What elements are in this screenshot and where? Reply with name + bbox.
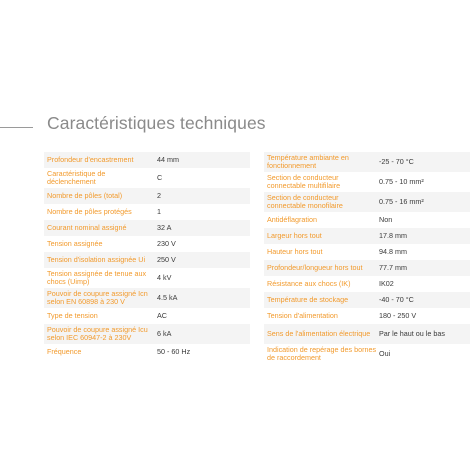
spec-row [264, 212, 470, 228]
spec-row [44, 288, 250, 308]
spec-label: Tension assignée de tenue aux chocs (Uimp) [47, 268, 147, 286]
spec-value: 32 A [155, 220, 250, 236]
spec-label: Section de conducteur connectable monofilaire [264, 192, 377, 212]
spec-value: 1 [157, 206, 161, 216]
spec-row [264, 228, 470, 244]
specs-table-left [44, 152, 250, 360]
spec-label: Profondeur/longueur hors tout [264, 260, 377, 276]
spec-row [44, 324, 250, 344]
spec-label: Indication de repérage des bornes de raccordement [267, 344, 377, 362]
spec-value: 4.5 kA [155, 288, 250, 308]
spec-label: Tension d'isolation assignée Ui [44, 252, 155, 268]
spec-value: 230 V [157, 238, 176, 248]
spec-label: Largeur hors tout [264, 228, 377, 244]
spec-value: AC [157, 310, 167, 320]
spec-label: Pouvoir de coupure assigné Icn selon EN 60898 à 230 V [44, 288, 155, 308]
title-rule [0, 127, 33, 128]
spec-row [44, 168, 250, 188]
spec-row [44, 344, 250, 360]
spec-row [264, 172, 470, 192]
spec-value: Non [379, 214, 393, 224]
spec-row [44, 188, 250, 204]
spec-row [264, 260, 470, 276]
spec-label: Type de tension [47, 310, 98, 320]
spec-value: IK02 [379, 278, 394, 288]
spec-label: Fréquence [47, 346, 82, 356]
spec-value: 180 - 250 V [379, 310, 417, 320]
spec-value: 250 V [155, 252, 250, 268]
spec-value: 4 kV [157, 272, 172, 282]
spec-value: -40 - 70 °C [377, 292, 470, 308]
spec-row [264, 292, 470, 308]
spec-label: Antidéflagration [267, 214, 317, 224]
spec-row [44, 152, 250, 168]
spec-label: Nombre de pôles protégés [47, 206, 132, 216]
spec-row [264, 324, 470, 344]
spec-label: Sens de l'alimentation électrique [264, 324, 377, 344]
spec-row [44, 308, 250, 324]
spec-label: Tension assignée [47, 238, 103, 248]
spec-label: Température ambiante en fonctionnement [264, 152, 377, 172]
spec-row [264, 276, 470, 292]
spec-label: Pouvoir de coupure assigné Icu selon IEC 60947-2 à 230V [44, 324, 155, 344]
spec-row [264, 244, 470, 260]
spec-value: 2 [155, 188, 250, 204]
spec-label: Tension d'alimentation [267, 310, 338, 320]
spec-row [44, 252, 250, 268]
spec-value: 17.8 mm [377, 228, 470, 244]
spec-row [264, 344, 470, 364]
spec-label: Température de stockage [264, 292, 377, 308]
spec-value: Par le haut ou le bas [377, 324, 470, 344]
spec-value: 0.75 - 16 mm² [377, 192, 470, 212]
spec-row [264, 152, 470, 172]
spec-label: Caractéristique de déclenchement [47, 168, 106, 186]
spec-value: 50 - 60 Hz [157, 346, 191, 356]
spec-value: 94.8 mm [379, 246, 407, 256]
spec-value: Oui [379, 348, 391, 358]
spec-label: Nombre de pôles (total) [44, 188, 155, 204]
spec-row [44, 268, 250, 288]
spec-label: Profondeur d'encastrement [44, 152, 155, 168]
spec-label: Section de conducteur connectable multifilaire [267, 172, 341, 190]
spec-value: 44 mm [155, 152, 250, 168]
spec-value: 0.75 - 10 mm² [379, 176, 424, 186]
spec-label: Hauteur hors tout [267, 246, 323, 256]
spec-row [44, 204, 250, 220]
spec-value: 77.7 mm [377, 260, 470, 276]
spec-value: C [157, 172, 163, 182]
spec-row [264, 192, 470, 212]
specs-table-right [264, 152, 470, 364]
page-title: Caractéristiques techniques [47, 113, 266, 133]
spec-row [44, 236, 250, 252]
spec-row [44, 220, 250, 236]
spec-value: -25 - 70 °C [377, 152, 470, 172]
spec-row [264, 308, 470, 324]
spec-label: Courant nominal assigné [44, 220, 155, 236]
spec-value: 6 kA [155, 324, 250, 344]
spec-label: Résistance aux chocs (IK) [267, 278, 351, 288]
